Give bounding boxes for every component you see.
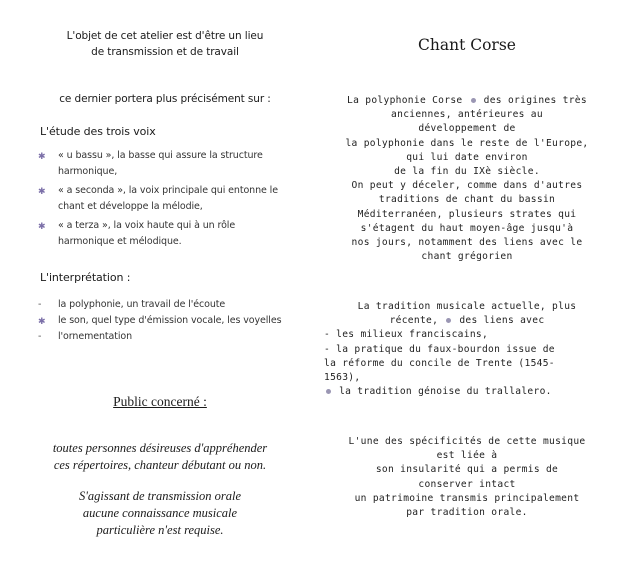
right-column	[310, 0, 624, 576]
text-line: La polyphonie Corse des origines très	[347, 95, 587, 106]
text-line: particulière n'est requise.	[96, 523, 224, 537]
page-title: Chant Corse	[418, 36, 516, 54]
list-item	[38, 148, 318, 180]
intro-line: de transmission et de travail	[91, 46, 239, 58]
text-line: chant grégorien	[421, 251, 513, 263]
text-line: anciennes, antérieures au	[391, 109, 543, 121]
list-item	[38, 329, 318, 345]
text-line: - la pratique du faux-bourdon issue de	[324, 343, 555, 355]
item-text: l'ornementation	[58, 331, 133, 342]
text-line: traditions de chant du bassin	[378, 194, 556, 206]
subject-intro: ce dernier portera plus précisément sur :	[59, 93, 271, 105]
bullet-icon	[326, 389, 331, 394]
item-text: le son, quel type d'émission vocale, les voyelles	[58, 315, 282, 326]
text-line: toutes personnes désireuses d'appréhender	[52, 441, 268, 455]
text-line: la polyphonie dans le reste de l'Europe,	[345, 137, 589, 149]
text-line: développement de	[418, 123, 516, 135]
interpretation-list	[38, 297, 318, 345]
bullet-icon: ✱	[38, 187, 46, 197]
item-line: chant et développe la mélodie,	[58, 201, 203, 212]
text-line: S'agissant de transmission orale	[78, 489, 242, 503]
text-line: aucune connaissance musicale	[82, 506, 238, 520]
list-item	[38, 313, 318, 329]
public-text	[0, 440, 320, 474]
list-item	[38, 218, 318, 250]
bullet-icon: ✱	[38, 222, 46, 232]
voices-heading: L'étude des trois voix	[40, 125, 156, 138]
bullet-icon	[446, 318, 451, 323]
text-line: ces répertoires, chanteur débutant ou non.	[53, 458, 267, 472]
paragraph-tradition	[310, 300, 624, 399]
intro-line: L'objet de cet atelier est d'être un lieu	[66, 30, 264, 42]
text-line: un patrimoine transmis principalement	[354, 492, 580, 504]
text-line: la tradition génoise du trallalero.	[310, 385, 624, 399]
interpretation-heading: L'interprétation :	[40, 271, 131, 284]
text-line: est liée à	[436, 450, 498, 462]
item-line: « a terza », la voix haute qui à un rôle	[58, 220, 236, 231]
public-heading: Public concerné :	[113, 394, 207, 409]
oral-text	[0, 488, 320, 539]
item-line: « u bassu », la basse qui assure la structure	[58, 150, 263, 161]
text-line: conserver intact	[418, 478, 516, 490]
text-line: On peut y déceler, comme dans d'autres	[351, 180, 583, 192]
paragraph-specificity	[310, 435, 624, 520]
item-text: la polyphonie, un travail de l'écoute	[58, 299, 226, 310]
voices-list	[38, 148, 318, 253]
text-line: son insularité qui a permis de	[375, 464, 559, 476]
list-item	[38, 297, 318, 313]
text-line: Méditerranéen, plusieurs strates qui	[357, 208, 577, 220]
text-line: 1563),	[324, 372, 361, 384]
text-line: récente, des liens avec	[389, 315, 545, 327]
bullet-icon: ✱	[38, 317, 46, 327]
text-line: qui lui date environ	[406, 151, 528, 163]
text-line: de la fin du IXè siècle.	[394, 166, 540, 178]
paragraph-origins	[310, 94, 624, 264]
intro-text	[40, 28, 290, 60]
list-item	[38, 183, 318, 215]
text-line: L'une des spécificités de cette musique	[348, 436, 586, 447]
item-line: harmonique,	[58, 166, 118, 177]
text-line: la réforme du concile de Trente (1545-	[324, 357, 555, 369]
dash-icon: -	[38, 331, 42, 342]
item-line: harmonique et mélodique.	[58, 236, 182, 247]
text-line: par tradition orale.	[406, 507, 528, 519]
bullet-icon: ✱	[38, 152, 46, 162]
text-line: s'étagent du haut moyen-âge jusqu'à	[360, 222, 574, 234]
bullet-icon	[471, 98, 476, 103]
text-line: - les milieux franciscains,	[324, 329, 489, 341]
text-line: nos jours, notamment des liens avec le	[351, 237, 583, 249]
dash-icon: -	[38, 299, 42, 310]
item-line: « a seconda », la voix principale qui entonne le	[58, 185, 278, 196]
text-line: La tradition musicale actuelle, plus	[357, 301, 577, 312]
